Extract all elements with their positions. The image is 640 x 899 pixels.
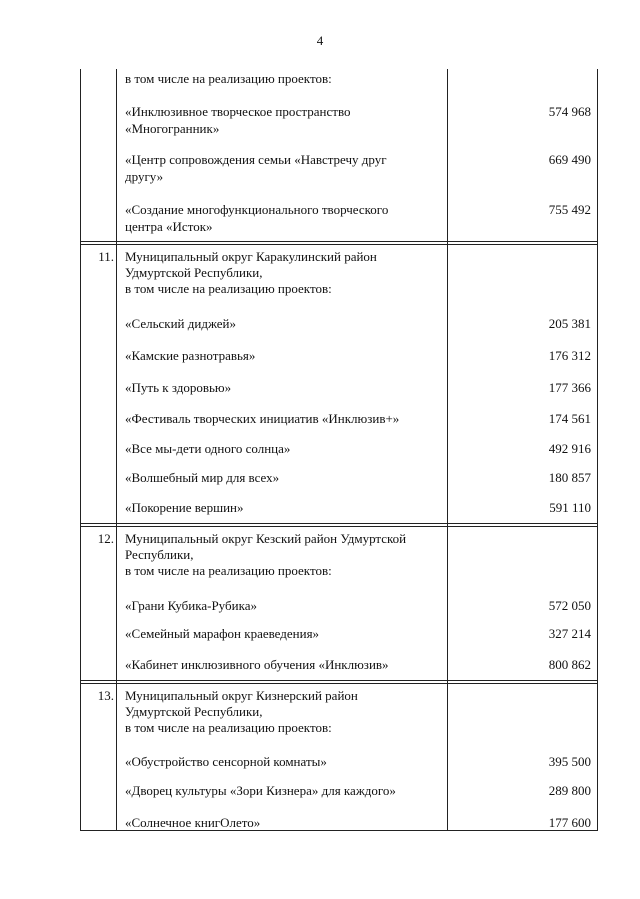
project-amount: 395 500: [548, 754, 591, 769]
project-amount: 327 214: [548, 626, 591, 641]
budget-table: [80, 69, 598, 831]
project-name: «Кабинет инклюзивного обучения «Инклюзив»: [125, 657, 389, 672]
project-amount: 177 366: [548, 380, 591, 395]
section-title-cont: Удмуртской Республики,: [125, 265, 263, 280]
project-name: «Семейный марафон краеведения»: [125, 626, 320, 641]
section-number: 11.: [98, 249, 114, 264]
project-name-cont: центра «Исток»: [125, 219, 213, 234]
project-amount: 755 492: [548, 202, 591, 217]
project-amount: 174 561: [548, 411, 591, 426]
section-subtitle: в том числе на реализацию проектов:: [125, 720, 332, 735]
project-name: «Инклюзивное творческое пространство: [125, 104, 351, 119]
table-border-right: [597, 69, 598, 831]
project-amount: 176 312: [548, 348, 591, 363]
project-amount: 492 916: [548, 441, 591, 456]
table-divider-number: [116, 69, 117, 831]
continuation-intro: в том числе на реализацию проектов:: [125, 71, 332, 86]
section-title-cont: Республики,: [125, 547, 194, 562]
section-subtitle: в том числе на реализацию проектов:: [125, 281, 332, 296]
table-divider-amount: [447, 69, 448, 831]
section-divider: [80, 241, 598, 245]
project-name: «Дворец культуры «Зори Кизнера» для каждого»: [125, 783, 396, 798]
section-number: 13.: [97, 688, 114, 703]
project-amount: 177 600: [548, 815, 591, 830]
section-subtitle: в том числе на реализацию проектов:: [125, 563, 332, 578]
section-title: Муниципальный округ Каракулинский район: [125, 249, 377, 264]
project-name: «Сельский диджей»: [125, 316, 236, 331]
project-amount: 289 800: [548, 783, 591, 798]
project-amount: 180 857: [548, 470, 591, 485]
section-title: Муниципальный округ Кезский район Удмуртской: [125, 531, 407, 546]
project-amount: 574 968: [548, 104, 591, 119]
project-name: «Покорение вершин»: [125, 500, 244, 515]
project-name-cont: «Многогранник»: [125, 121, 220, 136]
project-name: «Фестиваль творческих инициатив «Инклюзив+»: [125, 411, 400, 426]
project-name: «Создание многофункционального творческого: [125, 202, 389, 217]
project-name: «Камские разнотравья»: [125, 348, 256, 363]
project-amount: 205 381: [548, 316, 591, 331]
project-name-cont: другу»: [125, 169, 164, 184]
section-number: 12.: [97, 531, 114, 546]
table-border-left: [80, 69, 81, 831]
section-divider: [80, 523, 598, 527]
project-name: «Грани Кубика-Рубика»: [125, 598, 257, 613]
project-name: «Волшебный мир для всех»: [125, 470, 280, 485]
project-name: «Путь к здоровью»: [125, 380, 232, 395]
section-title: Муниципальный округ Кизнерский район: [125, 688, 358, 703]
project-amount: 669 490: [548, 152, 591, 167]
section-title-cont: Удмуртской Республики,: [125, 704, 263, 719]
project-amount: 591 110: [549, 500, 591, 515]
page-number: 4: [316, 33, 324, 48]
section-divider: [80, 680, 598, 684]
project-name: «Все мы-дети одного солнца»: [125, 441, 291, 456]
project-name: «Солнечное книгОлето»: [125, 815, 261, 830]
project-amount: 800 862: [548, 657, 591, 672]
project-name: «Обустройство сенсорной комнаты»: [125, 754, 327, 769]
table-border-bottom: [80, 830, 598, 831]
project-name: «Центр сопровождения семьи «Навстречу друг: [125, 152, 387, 167]
project-amount: 572 050: [548, 598, 591, 613]
